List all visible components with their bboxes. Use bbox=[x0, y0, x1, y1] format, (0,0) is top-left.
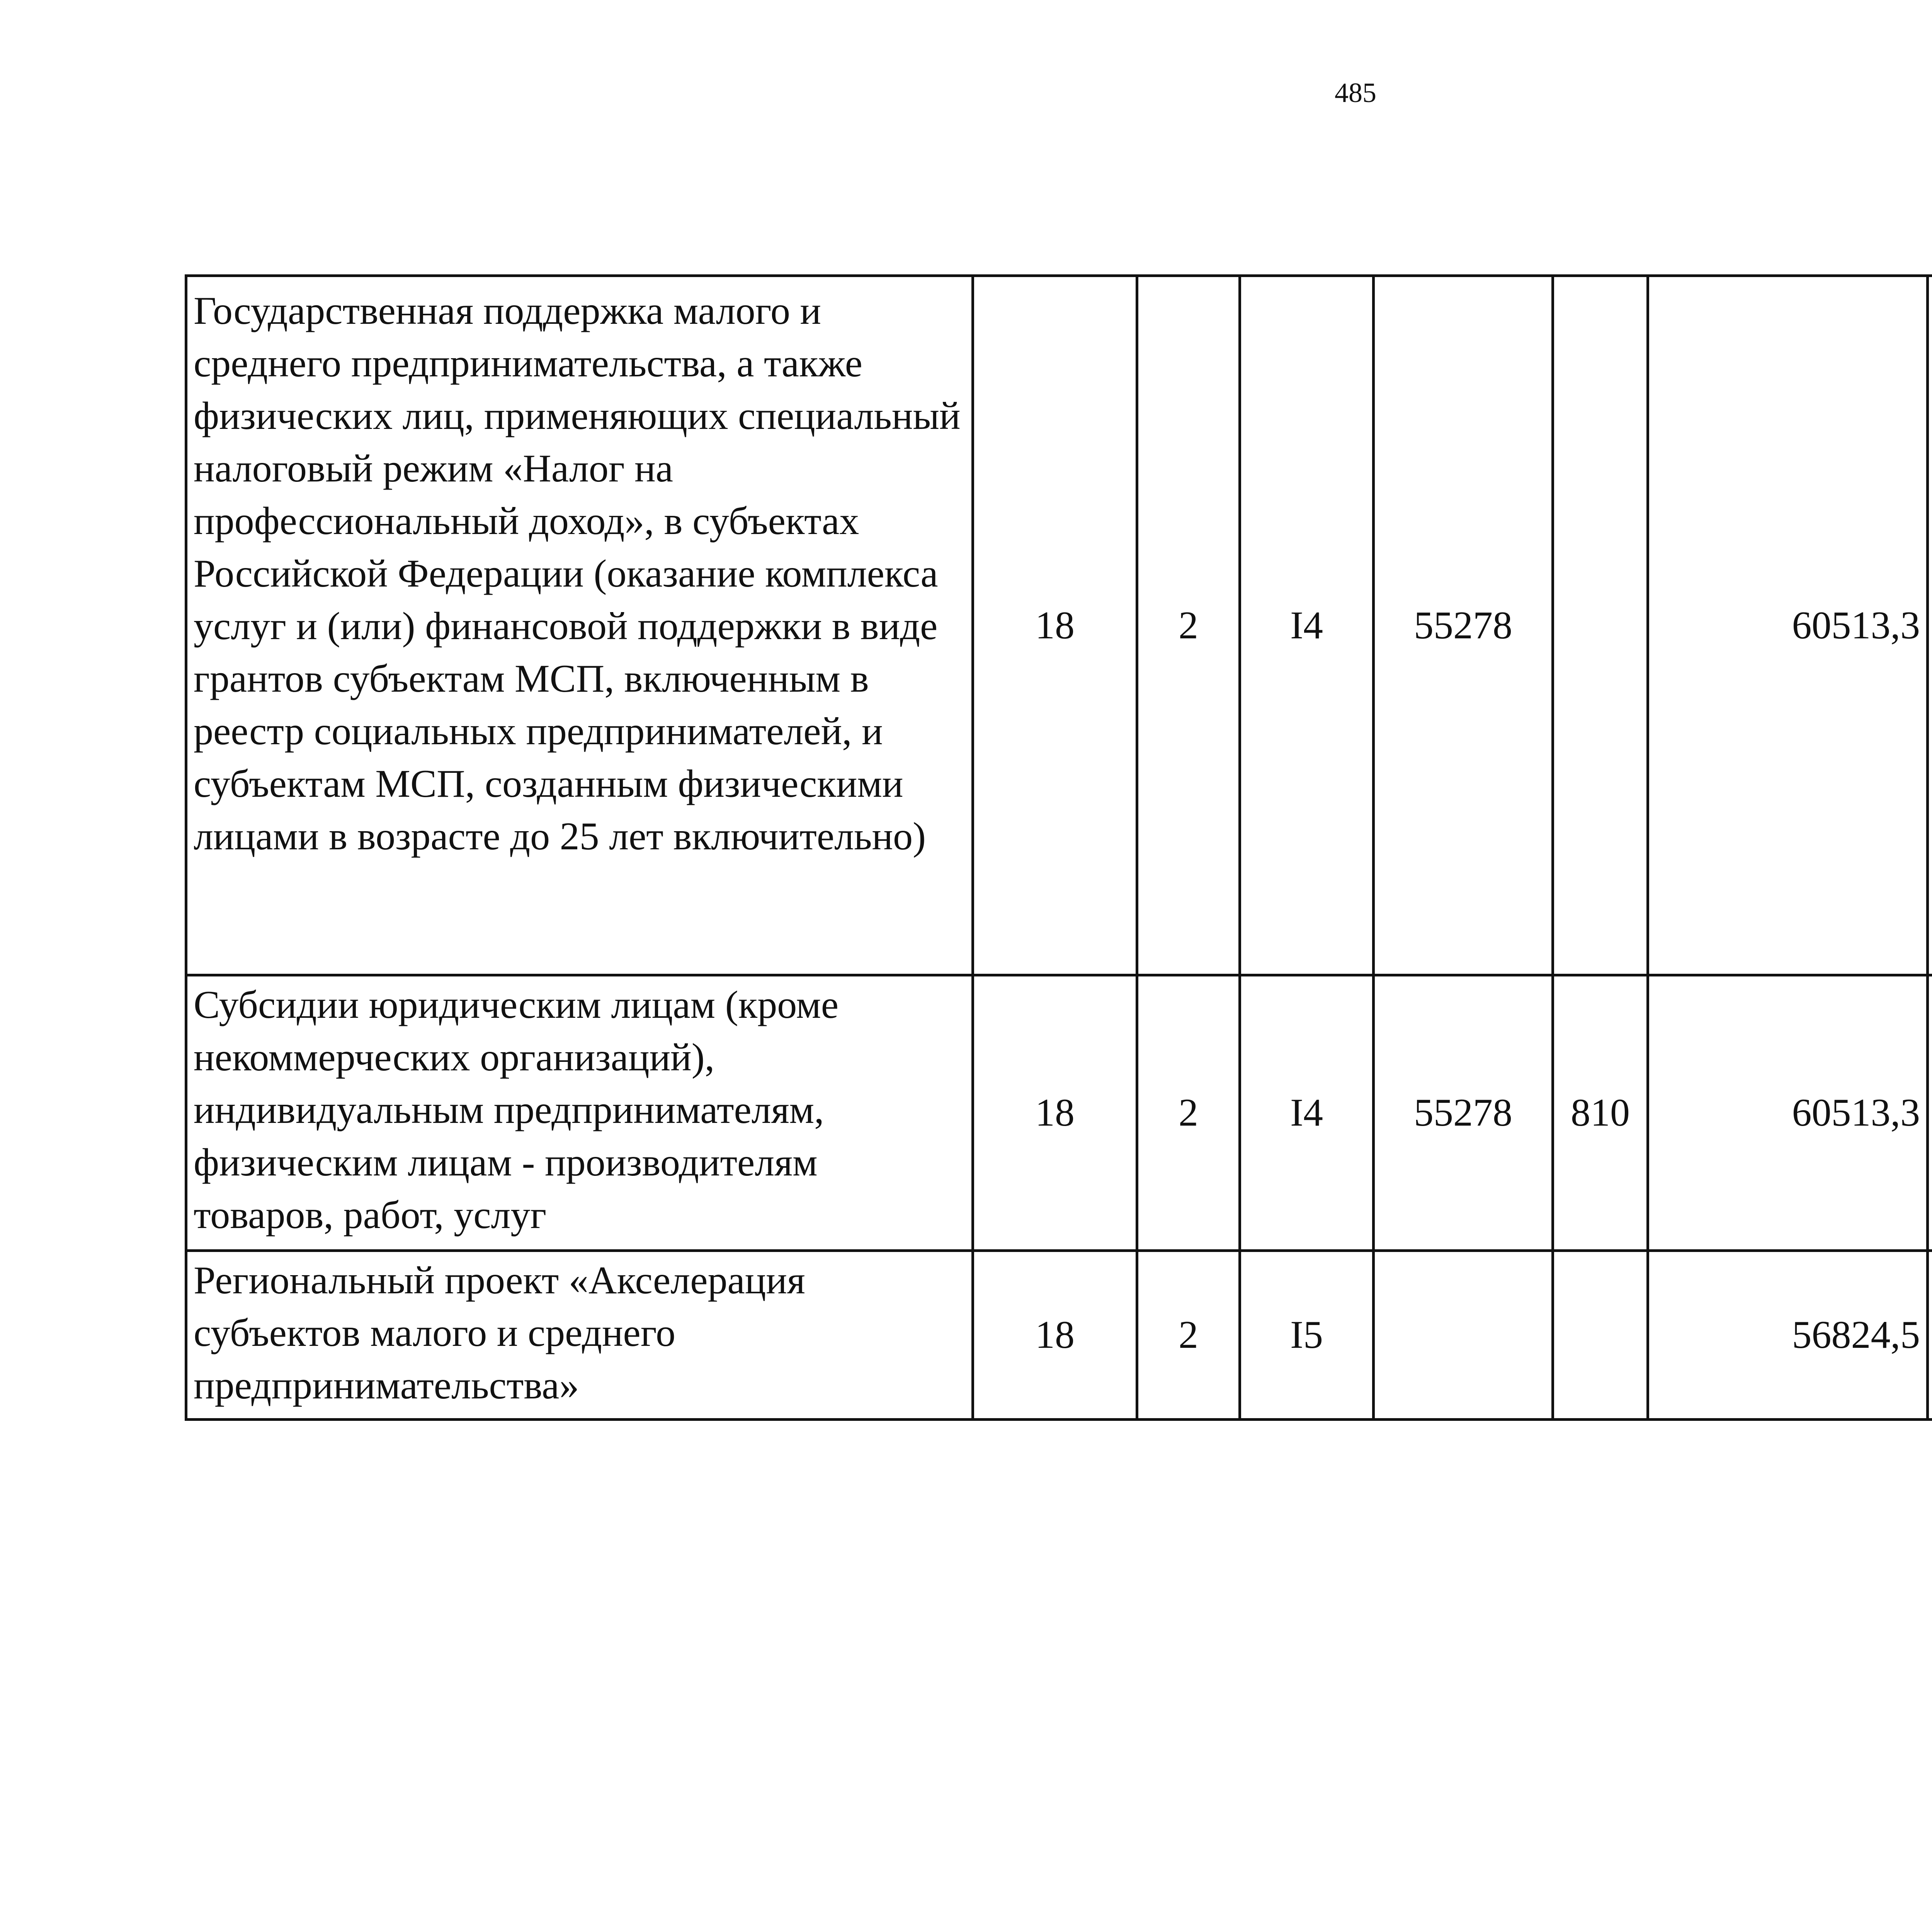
row-code-cell: I5 bbox=[1240, 1251, 1374, 1420]
row-code-cell bbox=[1553, 1251, 1648, 1420]
row-code-cell: 2 bbox=[1137, 276, 1240, 975]
row-code-cell bbox=[1374, 1251, 1553, 1420]
row-code-cell: I4 bbox=[1240, 276, 1374, 975]
row-amount-cell: 56824,5 bbox=[1648, 1251, 1928, 1420]
table-row bbox=[186, 975, 1932, 1251]
row-code-cell: I4 bbox=[1240, 975, 1374, 1251]
budget-table bbox=[185, 274, 1932, 1421]
row-amount-cell bbox=[1928, 975, 1932, 1251]
row-code-cell: 55278 bbox=[1374, 975, 1553, 1251]
row-code-cell bbox=[1553, 276, 1648, 975]
row-amount-cell: 60513,3 bbox=[1648, 975, 1928, 1251]
row-code-cell: 55278 bbox=[1374, 276, 1553, 975]
row-code-cell: 810 bbox=[1553, 975, 1648, 1251]
page-number: 485 bbox=[1335, 77, 1376, 108]
row-amount-cell bbox=[1928, 276, 1932, 975]
row-amount-cell bbox=[1928, 1251, 1932, 1420]
row-name-cell: Субсидии юридическим лицам (кроме некоммерческих организаций), индивидуальным предпринимателям, физическим лицам - производителям товаров, работ, услуг bbox=[186, 975, 973, 1251]
row-code-cell: 18 bbox=[973, 1251, 1137, 1420]
row-code-cell: 18 bbox=[973, 975, 1137, 1251]
row-code-cell: 2 bbox=[1137, 975, 1240, 1251]
row-name-cell: Региональный проект «Акселерация субъектов малого и среднего предпринимательства» bbox=[186, 1251, 973, 1420]
table-row bbox=[186, 276, 1932, 975]
row-code-cell: 18 bbox=[973, 276, 1137, 975]
table-row bbox=[186, 1251, 1932, 1420]
row-name-cell: Государственная поддержка малого и среднего предпринимательства, а также физических лиц, применяющих специальный налоговый режим «Налог на профессиональный доход», в субъектах Российской Федерации (оказание комплекса услуг и (или) финансовой поддержки в виде грантов субъектам МСП, включенным в реестр социальных предпринимателей, и субъектам МСП, созданным физическими лицами в возрасте до 25 лет включительно) bbox=[186, 276, 973, 975]
row-code-cell: 2 bbox=[1137, 1251, 1240, 1420]
row-amount-cell: 60513,3 bbox=[1648, 276, 1928, 975]
